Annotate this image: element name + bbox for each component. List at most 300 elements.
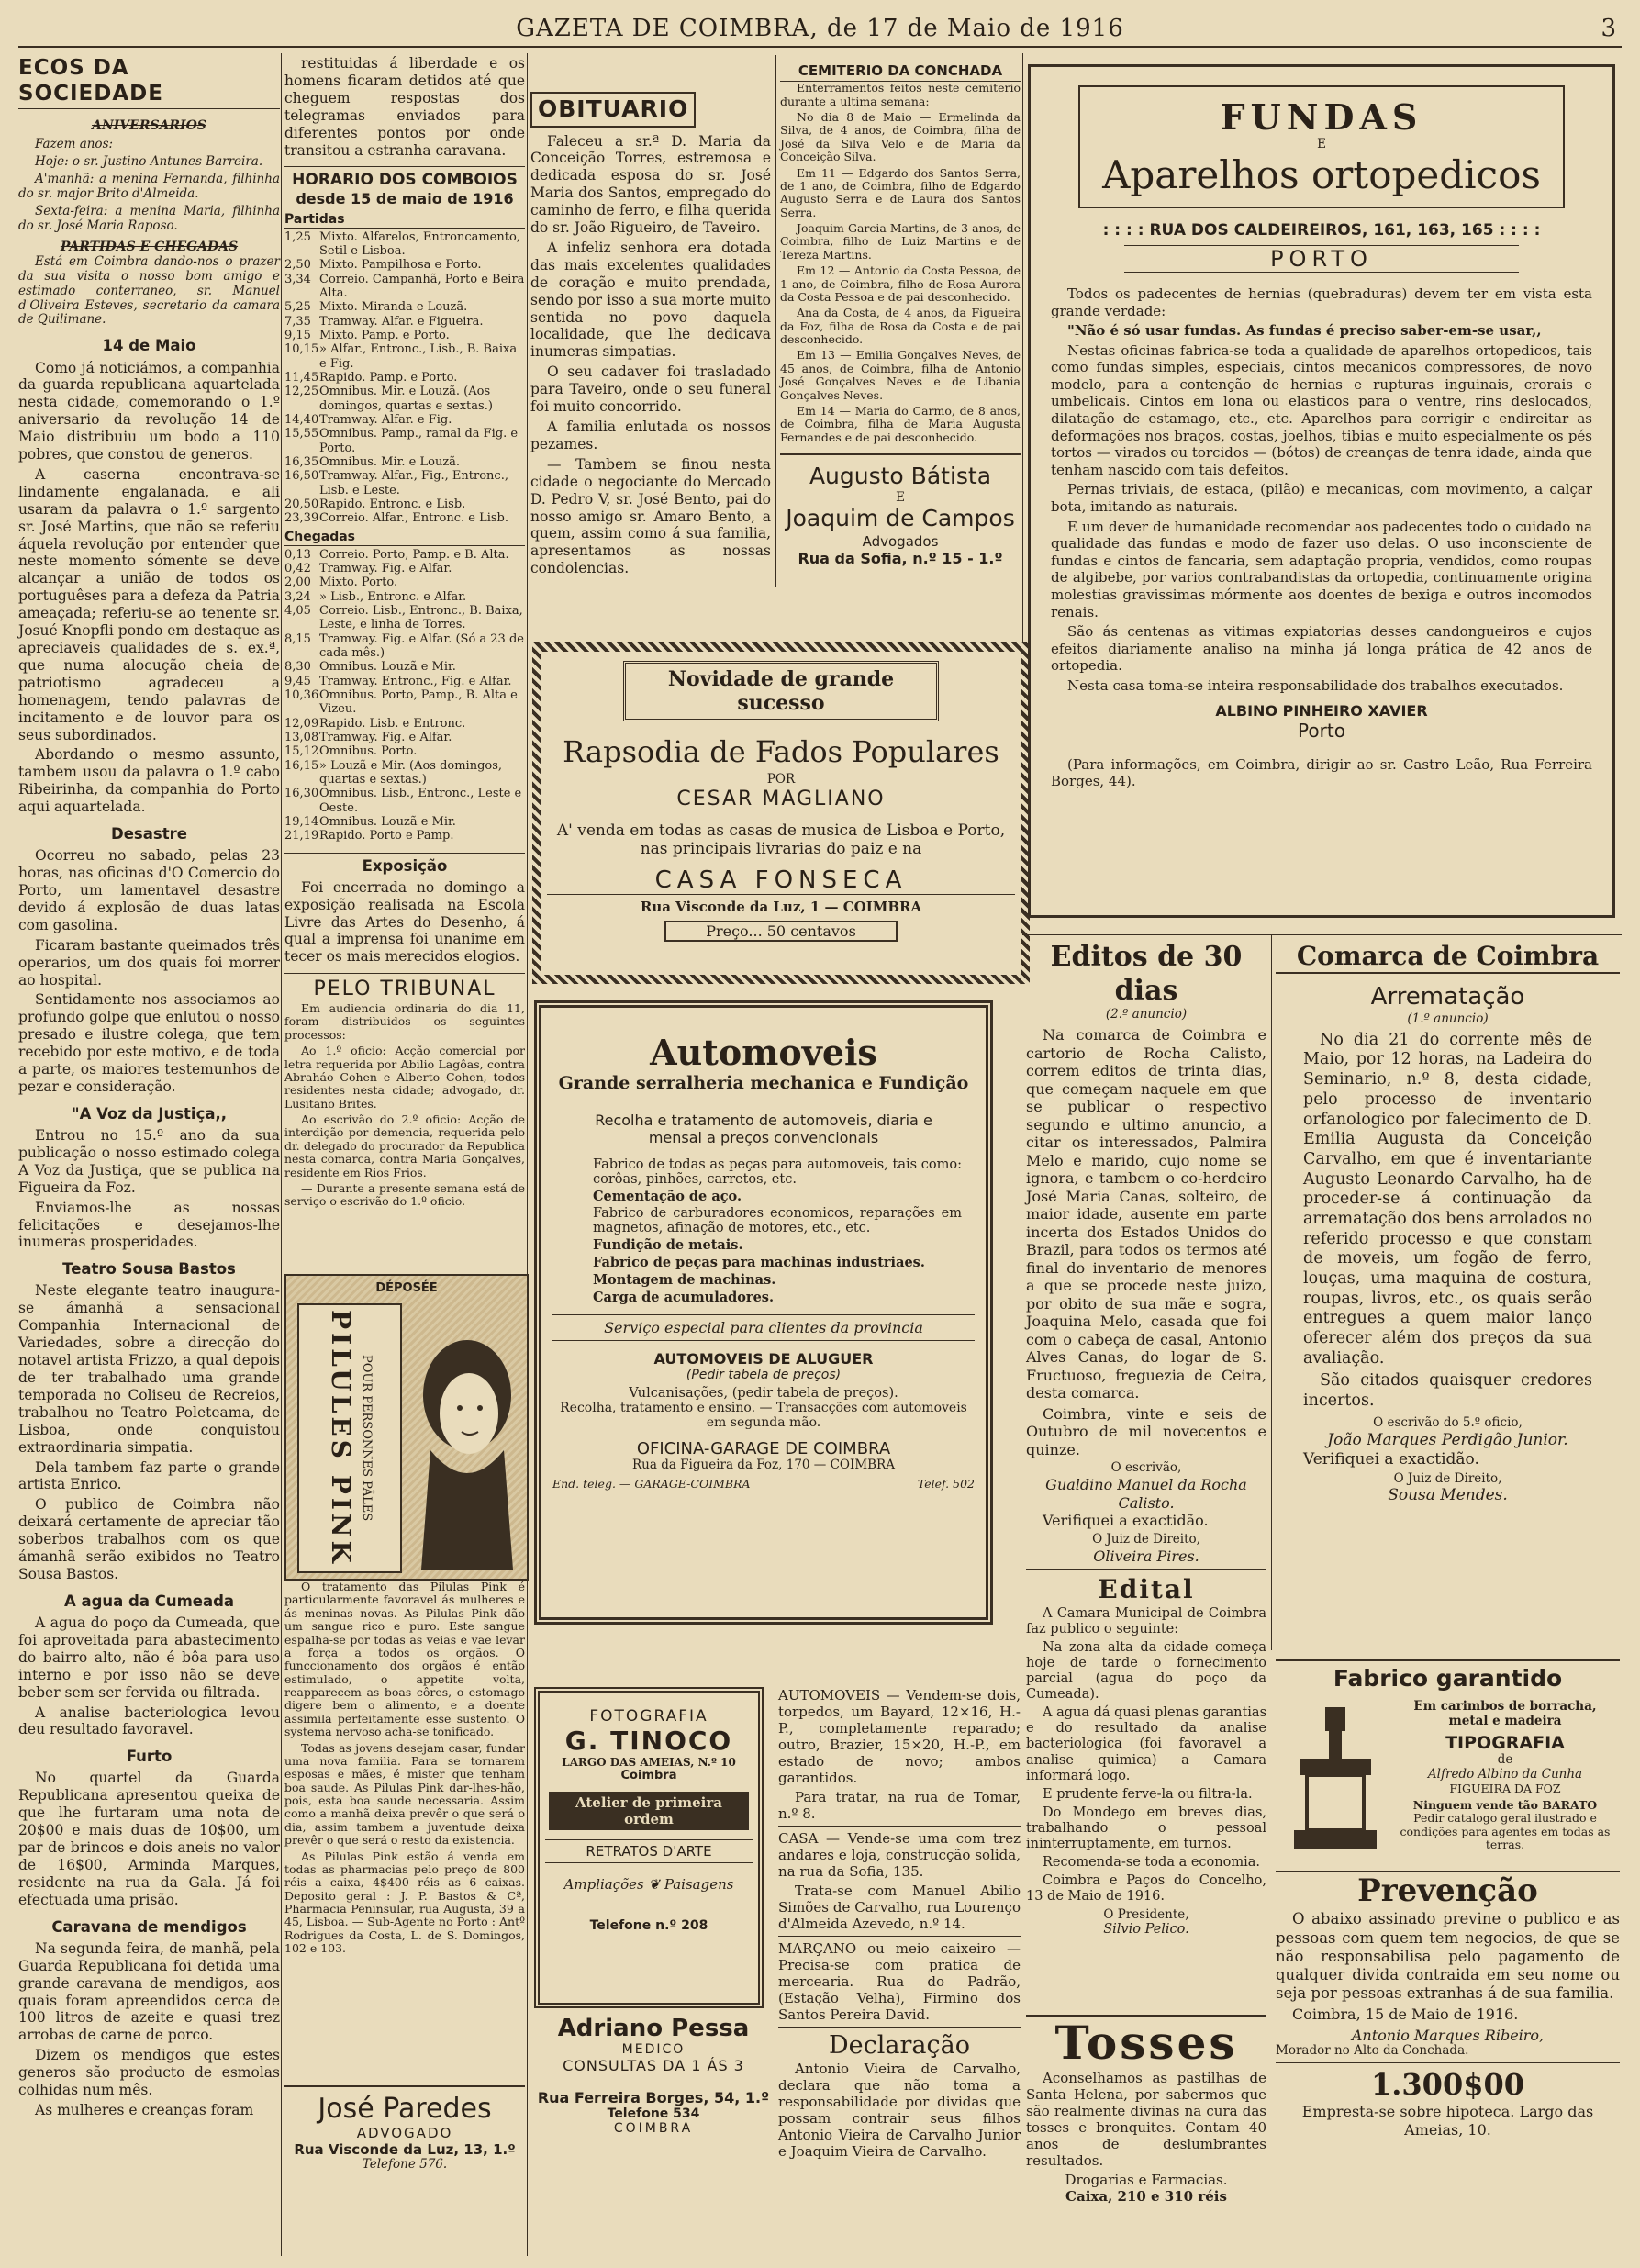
column-obituary [530,55,771,580]
warning-notice [1276,1872,1620,2139]
ad-title: FUNDAS [1220,96,1423,138]
ad-text: Pernas triviais, de estaca, (pilão) e mecanicas, com movimento, a calçar bota, imitando as naturais. [1051,481,1592,516]
ad-text: RETRATOS D'ARTE [545,1839,753,1863]
ad-text: TIPOGRAFIA [1445,1732,1565,1753]
timetable-desc: Rapido. Porto e Pamp. [319,829,454,844]
ad-title: Rapsodia de Fados Populares [563,734,999,769]
timetable-row [284,744,525,758]
tribunal-title: PELO TRIBUNAL [284,973,525,1002]
lawyer-address: Rua Visconde da Luz, 13, 1.º [294,2141,516,2158]
subsection-title: ANIVERSARIOS [92,118,206,134]
ad-text: AUTOMOVEIS DE ALUGUER [653,1350,874,1368]
timetable-desc: Mixto. Miranda e Louzã. [319,300,468,315]
timetable-row [284,413,525,427]
ad-text: "Não é só usar fundas. As fundas é preciso saber-em-se usar,, [1067,322,1542,340]
ad-contacts [552,1477,975,1491]
notice-signature: Oliveira Pires. [1093,1547,1199,1565]
section-rule [1022,934,1622,935]
article-text: Como já noticiámos, a companhia da guarda republicana aquartelada nesta cidade, comemorando o 1.º aniversario da revolução 14 de Maio distribuiu um bodo a 110 pobres, que constou de generos. [18,359,280,464]
notice-text: São citados quaisquer credores incertos. [1303,1371,1592,1410]
article-text: Em 14 — Maria do Carmo, de 8 anos, de Coimbra, filha de Maria Augusta Fernandes e de pai desconhecido. [780,403,1021,444]
article-text: Faleceu a sr.ª D. Maria da Conceição Torres, estremosa e dedicada esposa do sr. José Maria dos Santos, empregado do caminho de ferro, e filha querida do sr. João Rigueiro, de Taveiro. [530,132,771,237]
lawyer-address: Rua da Sofia, n.º 15 - 1.º [798,550,1003,568]
article-text: Entrou no 15.º ano da sua publicação o nosso estimado colega A Voz da Justiça, que se publica na Figueira da Foz. [18,1127,280,1196]
ad-text: FIGUEIRA DA FOZ [1449,1781,1561,1795]
article-text: Em 11 — Edgardo dos Santos Serra, de 1 ano, de Coimbra, filho de Edgardo Augusto Serra e de Laura dos Santos Serra. [780,165,1021,219]
column-rule [527,53,528,2256]
notice-text: Na comarca de Coimbra e cartorio de Rocha Calisto, correm editos de trinta dias, que começam naquele em que se publicar o respectivo segundo e ultimo anuncio, a citar os interessados, Palmira Melo e marido, cujo nome se ignora, e tambem o co-herdeiro José Maria Canas, solteiro, de maior idade, ausente em parte incerta dos Estados Unidos do Brazil, para todos os termos até final do inventario de menores a que se procede neste juizo, por obito de sua mãe e sogra, Joaquina Melo, casada que foi com o cabeça de casal, Antonio Alves Canas, do logar de S. Fructuoso, freguezia de Ceira, desta comarca. [1026,1026,1266,1402]
ad-phone: Telef. 502 [917,1476,975,1491]
article-text: A analise bacteriologica levou deu resultado favoravel. [18,1704,280,1738]
timetable-time: 4,05 [284,604,311,619]
timetable-desc: » Alfar., Entronc., Lisb., B. Baixa e Fig. [319,342,518,371]
ad-shop: OFICINA-GARAGE DE COIMBRA [636,1439,891,1458]
timetable-time: 11,45 [284,371,319,385]
headline: Teatro Sousa Bastos [62,1260,236,1279]
timetable-row [284,230,525,259]
timetable-row [284,787,525,815]
ad-price: Preço... 50 centavos [664,921,898,942]
timetable-desc: Omnibus. Mir. e Louzã. [319,455,461,470]
doctor-address: Rua Ferreira Borges, 54, 1.º [537,2089,770,2106]
ad-text: Recolha e tratamento de automoveis, diaria e mensal a preços convencionais [595,1112,932,1146]
ad-text: POR [766,772,796,787]
article-text: O publico de Coimbra não deixará certamente de apreciar tão soberbos trabalhos com os que ámanhã serão exibidos no Teatro Sousa Bastos. [18,1496,280,1582]
article-text: — Tambem se finou nesta cidade o negociante do Mercado D. Pedro V, sr. José Bento, pai do nosso amigo sr. Amaro Bento, a quem, assim como á sua familia, apresentamos as nossas condolencias. [530,455,771,577]
edital-body [1026,1606,1266,1938]
notice-signature-label: O Juiz de Direito, [1393,1470,1502,1486]
ad-text: As Pilulas Pink estão á venda em todas as pharmacias pelo preço de 800 réis a caixa, 4$400 réis as 6 caixas. Deposito geral : J. P. Bastos & Cª, Pharmacia Peninsular, rua Augusta, 39 a 45, Lisboa. — Sub-Agente no Porto : Antº Rodrigues da Costa, L. de S. Domingos, 102 e 103. [284,1849,525,1956]
ad-text: (Pedir tabela de preços) [686,1368,842,1382]
ad-text: Ninguem vende tão BARATO [1412,1798,1598,1813]
notice-text: Recomenda-se toda a economia. [1043,1855,1260,1871]
timetable-desc: Omnibus. Mir. e Louzã. (Aos domingos, quartas e sextas.) [319,385,493,413]
ad-text: São ás centenas as vitimas expiatorias desses candongueiros e cujos efeitos diariamente analiso na minha já longa prática de 42 anos de ortopedia. [1051,623,1592,675]
headline: Desastre [111,825,187,844]
lawyer-role: Advogados [862,532,939,550]
notice-signature-label: O escrivão do 5.º oficio, [1373,1415,1523,1431]
article-text: A familia enlutada os nossos pezames. [530,419,771,452]
newspaper-title: GAZETA DE COIMBRA, de 17 de Maio de 1916 [516,15,1124,42]
ad-subtitle: Grande serralheria mechanica e Fundição [558,1073,969,1093]
notice-text: A agua dá quasi plenas garantias e do resultado da analise bacteriologica (foi favoravel a analise quimica) a Camara informará logo. [1026,1705,1267,1783]
timetable-row [284,455,525,469]
column-timetable [284,55,525,1212]
arrivals-list [284,548,525,844]
ad-address: Rua Visconde da Luz, 1 — COIMBRA [640,898,922,915]
ad-title: Fabrico garantido [1333,1665,1563,1692]
article-text: Ana da Costa, de 4 anos, da Figueira da Foz, filha de Rosa da Costa e de pai desconhecido. [780,306,1021,347]
doctor-hours: CONSULTAS DA 1 ÁS 3 [563,2057,744,2074]
article-text: Foi encerrada no domingo a exposição realisada na Escola Livre das Artes do Desenho, á qual a imprensa foi unanime em tecer os mais merecidos elogios. [284,878,525,966]
notice-signature-label: O Presidente, [1103,1906,1189,1922]
article-text: Ao escrivão do 2.º oficio: Acção de interdição por demencia, requerida pelo dr. delegado do procurador da Republica nesta comarca, contra Maria Gonçalves, residente em Rios Frios. [284,1112,525,1179]
timetable-time: 16,30 [284,787,319,801]
timetable-desc: Mixto. Pampilhosa e Porto. [319,258,482,273]
classifieds [778,1687,1021,2162]
classified-text: Trata-se com Manuel Abilio Simões de Carvalho, rua Lourenço d'Almeida Azevedo, n.º 14. [778,1883,1021,1932]
timetable-desc: Tramway. Alfar. e Fig. [319,413,452,428]
timetable-time: 5,25 [284,300,311,315]
timetable-row [284,815,525,829]
timetable-desc: Tramway. Fig. e Alfar. [319,562,452,576]
notice-text: Coimbra e Paços do Concelho, 13 de Maio de 1916. [1026,1873,1266,1905]
ad-text: Ampliações ❦ Paisagens [563,1876,734,1893]
timetable-time: 16,35 [284,455,319,470]
ad-text: Drogarias e Farmacias. [1065,2172,1228,2188]
classified-text: MARÇANO ou meio caixeiro — Precisa-se com pratica de mercearia. Rua do Padrão, (Estação Velha), Firmino dos Santos Pereira David. [778,1940,1021,2023]
lawyer-name: José Paredes [318,2093,492,2125]
timetable-row [284,562,525,575]
article-text: Sentidamente nos associamos ao profundo golpe que enlutou o nosso presado e ilustre colega, que tem recebido por este motivo, e de toda a parte, os maiores testemunhos de pezar e consideração. [18,991,280,1095]
ad-text: Todos os padecentes de hernias (quebraduras) devem ter em vista esta grande verdade: [1051,285,1592,319]
timetable-time: 10,36 [284,688,319,703]
lawyers-ad [780,453,1021,568]
timetable-time: 3,34 [284,272,311,286]
article-text: A infeliz senhora era dotada das mais excelentes qualidades de coração e muito prendada, sendo por isso a sua morte muito sentida no povo daquela localidade, que lhe dedicava inumeras simpatias. [530,239,771,361]
timetable-row [284,759,525,788]
services-list [552,1157,975,1305]
notice-signature: Gualdino Manuel da Rocha Calisto. [1045,1476,1247,1512]
column-society [18,55,280,2122]
ad-text: Em carimbos de borracha, metal e madeira [1413,1699,1597,1728]
timetable-row [284,632,525,661]
column-rule [1271,934,1272,1650]
classified-text: AUTOMOVEIS — Vendem-se dois, torpedos, um Bayard, 12×16, H.-P., completamente reparado; outro, Brazier, 15×20, H.-P., em estado de novo; ambos garantidos. [778,1687,1021,1786]
pill-subtitle: POUR PERSONNES PÂLES [360,1355,374,1522]
service-item: Fabrico de carburadores economicos, reparações em magnetos, afinação de motores, etc., etc. [593,1206,962,1235]
timetable-time: 2,00 [284,575,311,590]
notice-signature-label: O escrivão, [1110,1460,1182,1476]
woman-portrait-illustration [403,1313,518,1570]
timetable-row [284,371,525,385]
notice-text: Coimbra, vinte e seis de Outubro de mil novecentos e quinze. [1026,1404,1266,1458]
ad-text: Pedir catalogo geral ilustrado e condições para agentes em todas as terras. [1400,1811,1611,1852]
notice-text: Do Mondego em breves dias, trabalhando o pessoal ininterruptamente, em turnos. [1026,1804,1266,1852]
article-text: A'manhã: a menina Fernanda, filhinha do sr. major Brito d'Almeida. [18,172,280,201]
timetable-time: 10,15 [284,342,319,357]
timetable-row [284,258,525,272]
section-title: ECOS DA SOCIEDADE [18,55,280,109]
timetable-time: 7,35 [284,314,311,329]
article-text: Ao 1.º oficio: Acção comercial por letra requerida por Abilio Lagôas, contra Abraháo Cohen e Alberto Cohen, todos residentes nesta cidade; advogado, dr. Lusitano Brites. [284,1044,525,1111]
timetable-time: 14,40 [284,413,319,428]
timetable-row [284,315,525,329]
doctor-role: MEDICO [621,2042,686,2057]
timetable-time: 20,50 [284,497,319,511]
ad-address: Rua da Figueira da Foz, 170 — COIMBRA [632,1458,895,1472]
ad-phone: Telefone n.º 208 [589,1918,708,1933]
ad-title: Tosses [1054,2016,1238,2070]
notice-signature: Antonio Marques Ribeiro, [1351,2026,1545,2044]
ad-address: LARGO DAS AMEIAS, N.º 10 [562,1756,736,1769]
fundas-ad [1028,64,1615,918]
edital-title: Edital [1098,1574,1195,1605]
timetable-time: 9,15 [284,329,311,343]
timetable-desc: Omnibus. Louzã e Mir. [319,660,456,675]
departures-list [284,230,525,526]
tosses-ad [1026,2015,1266,2205]
timetable-time: 0,13 [284,547,311,562]
paredes-ad [284,2085,525,2173]
ad-text: Nestas oficinas fabrica-se toda a qualidade de aparelhos ortopedicos, tais como fundas simples, especiais, cintos mecanicos compressores, de novo modelo, para a contenção de hernias e rupturas inguinais, crorais e umbelicais. Cintos em lona ou elasticos para o ventre, rins deslocados, dilatação de estamago, etc., etc. Aparelhos para corrigir e endireitar as deformações nos braços, costas, joelhos, tibias e muito especialmente os pés tortos — virados ou torcidos — (bótos) de creanças de tenra idade, ainda que tenham nascido com tais defeitos. [1051,341,1592,478]
headline: Exposição [284,853,525,876]
article-text: Em 12 — Antonio da Costa Pessoa, de 1 ano, de Coimbra, filho de Rosa Aurora da Costa Pessoa e de pai desconhecido. [780,263,1021,304]
classified-text: Antonio Vieira de Carvalho, declara que não toma a responsabilidade por dividas que possam contrair seus filhos Antonio Vieira de Carvalho Junior e Joaquim Vieira de Carvalho. [778,2061,1021,2161]
service-item: Fabrico de peças para machinas industriaes. [593,1255,925,1270]
ad-label: DÉPOSÉE [375,1281,438,1295]
notice-subtitle: (2.º anuncio) [1105,1007,1188,1022]
timetable-time: 16,15 [284,758,319,773]
ad-price: Caixa, 210 e 310 réis [1065,2188,1227,2205]
notice-text: A Camara Municipal de Coimbra faz publico o seguinte: [1026,1605,1266,1637]
ad-title: Automoveis [650,1032,877,1073]
ad-banner: Novidade de grande sucesso [623,661,939,721]
column-cemetery [780,55,1021,568]
subsection-title: PARTIDAS E CHEGADAS [60,239,239,254]
notice-text: Morador no Alto da Conchada. [1276,2043,1469,2059]
article-text: A caserna encontrava-se lindamente engalanada, e ali usaram da palavra o 1.º sargento sr. José Martins, que não se referiu áquela revolução por entender que neste momento sómente se deve alcançar a união de todos os portuguêses para a defeza da Patria ameaçada; referiu-se ao tenente sr. Josué Knopfli pondo em destaque as apreciaveis qualidades de s. ex.ª, que numa alocução cheia de patriotismo agradeceu a homenagem, tendo palavras de incitamento e de louvor para os seus subordinados. [18,465,280,743]
timetable-row [284,829,525,843]
article-text: Neste elegante teatro inaugura-se ámanhã a sensacional Companhia Internacional de Variedades, sobre a direcção do notavel artista Frizzo, a qual depois de ter trabalhado uma grande temporada no Coliseu de Recreios, trabalhou no Teatro Poleteama, de Lisboa, onde conquistou extraordinaria simpatia. [18,1282,280,1456]
declaration-title: Declaração [829,2031,970,2060]
loan-amount: 1.300$00 [1371,2067,1524,2103]
pink-pills-text [284,1581,525,1959]
stamp-ad-text [1395,1700,1615,1852]
article-text: Hoje: o sr. Justino Antunes Barreira. [35,154,263,170]
headline: A agua da Cumeada [63,1592,235,1610]
service-item: Carga de acumuladores. [593,1290,775,1305]
timetable-title: HORARIO DOS COMBOIOS [292,171,518,190]
timetable-desc: Mixto. Pamp. e Porto. [319,329,450,343]
photography-ad [534,1687,764,2008]
timetable-row [284,329,525,342]
timetable-row [284,273,525,301]
ad-text: E [1317,137,1326,151]
timetable-desc: Correio. Porto, Pamp. e B. Alta. [319,547,509,562]
timetable-desc: Tramway. Fig. e Alfar. (Só a 23 de cada mês.) [319,631,524,661]
obituary-title: OBITUARIO [530,92,696,128]
ad-shop: CASA FONSECA [547,866,1015,895]
timetable-time: 21,19 [284,829,319,844]
pill-box [297,1303,402,1573]
timetable-time: 0,42 [284,562,311,576]
article-text: A agua do poço da Cumeada, que foi aproveitada para abastecimento do bairro alto, não é bôa para uso interno e por isso não se deve beber sem ser fervida ou filtrada. [18,1614,280,1701]
classified-text: Para tratar, na rua de Tomar, n.º 8. [778,1789,1021,1822]
timetable-time: 19,14 [284,814,319,829]
timetable-desc: Rapido. Entronc. e Lisb. [319,497,466,511]
timetable-desc: Tramway. Alfar., Fig., Entronc., Lisb. e Leste. [319,469,508,497]
notice-text: Verifiquei a exactidão. [1043,1512,1209,1530]
article-text: Dizem os mendigos que estes generos são producto de esmolas colhidas num mês. [18,2047,280,2099]
ad-text: (Para informações, em Coimbra, dirigir ao sr. Castro Leão, Rua Ferreira Borges, 44). [1051,755,1592,789]
timetable-row [284,660,525,674]
ad-text: E um dever de humanidade recomendar aos padecentes todo o cuidado na qualidade das fundas e modo de fazer uso delas. O uso inconsciente de fundas e cintos de fancaria, sem adaptação propria, vendidos, como roupas de algibebe, por varios contrabandistas da ortopedia, continuamente origina molestias gravissimas mórmente aos doentes de bexiga e outros incomodos renais. [1051,518,1592,620]
lawyer-name: Augusto Bátista [809,463,992,490]
article-text: Está em Coimbra dando-nos o prazer da sua visita o nosso bom amigo e estimado conterraneo, sr. Manuel d'Oliveira Esteves, secretario da camara de Quilimane. [18,253,280,328]
timetable-desc: Omnibus. Lisb., Entronc., Leste e Oeste. [319,787,522,815]
timetable-row [284,604,525,632]
comarca-column [1276,941,1620,1505]
column-rule [281,53,282,2256]
headline: Furto [126,1748,173,1766]
notice-signature-label: O Juiz de Direito, [1092,1531,1200,1547]
timetable-desc: Omnibus. Pamp., ramal da Fig. e Porto. [319,427,519,455]
article-text: Joaquim Garcia Martins, de 3 anos, de Coimbra, filho de Luiz Martins e de Tereza Martins. [780,221,1021,262]
fados-ad [532,642,1030,984]
doctor-name: Adriano Pessa [557,2015,750,2042]
timetable-desc: Omnibus. Porto, Pamp., B. Alta e Vizeu. [319,688,518,717]
notice-text: Verifiquei a exactidão. [1303,1449,1479,1469]
masthead [18,9,1622,48]
timetable-row [284,548,525,562]
timetable-row [284,675,525,688]
service-item: Fabrico de todas as peças para automoveis, tais como: corôas, pinhões, carretos, etc. [593,1157,962,1187]
ad-text: Nesta casa toma-se inteira responsabilidade dos trabalhos executados. [1067,676,1564,694]
notice-text: O abaixo assinado previne o publico e as pessoas com quem tem negocios, de que se não responsabilisa pelo pagamento de qualquer divida contraida em seu nome ou seja por pessoas extranhas á de sua familia. [1276,1910,1620,2002]
article-text: Em 13 — Emilia Gonçalves Neves, de 45 anos, de Coimbra, filha de Antonio José Gonçalves Neves e de Libania Gonçalves Neves. [780,348,1021,402]
article-text: restituidas á liberdade e os homens ficaram detidos até que cheguem respostas dos telegramas enviados para diferentes pontos por onde transitou a estranha caravana. [284,55,525,159]
ad-banner: Atelier de primeira ordem [549,1792,749,1830]
ad-text: O tratamento das Pilulas Pink é particularmente favoravel ás mulheres e ás meninas novas. As Pilulas Pink dão um sangue rico e puro. Este sangue espalha-se por todas as veias e vae levar a força a todos os orgãos. O funccionamento dos orgãos é então estimulado, o appetite volta, reapparecem as boas côres, o estomago digere bem o alimento, e a doente assimila perfeitamente esse sustento. O systema nervoso acha-se tonificado. [284,1580,525,1739]
ad-text: Todas as jovens desejam casar, fundar uma nova familia. Para se tornarem esposas e mães, é mister que tenham boa saude. As Pilulas Pink dar-lhes-hão, pois, esta boa saude necessaria. Assim como a manhã deixa prevêr o que será o dia, assim tambem a juventude deixa prevêr o que será o resto da existencia. [284,1740,525,1848]
timetable-row [284,427,525,455]
timetable-desc: » Lisb., Entronc. e Alfar. [319,589,467,604]
notice-title: Comarca de Coimbra [1276,941,1620,974]
ad-city: Porto [1298,719,1345,742]
timetable-desc: Mixto. Alfarelos, Entroncamento, Setil e Lisboa. [319,229,520,259]
timetable-time: 12,25 [284,385,319,399]
timetable-row [284,497,525,511]
lawyer-name: Joaquim de Campos [786,505,1015,532]
ad-text: A' venda em todas as casas de musica de Lisboa e Porto, nas principais livrarias do paiz e na [556,821,1006,858]
headline: "A Voz da Justiça,, [71,1104,228,1123]
notice-subtitle: (1.º anuncio) [1407,1011,1489,1026]
timetable-desc: Correio. Alfar., Entronc. e Lisb. [319,511,508,526]
doctor-ad [534,2015,773,2136]
ad-text: Alfredo Albino da Cunha [1427,1766,1583,1782]
timetable-time: 8,30 [284,660,311,675]
column-rule [775,55,776,587]
notice-signature: Silvio Pelico. [1103,1922,1189,1938]
ad-text: Recolha, tratamento e ensino. — Transacções com automoveis em segunda mão. [560,1401,967,1430]
timetable-desc: Omnibus. Porto. [319,744,418,759]
article-text: — Durante a presente semana está de serviço o escrivão do 1.º oficio. [284,1180,525,1209]
timetable-desc: Tramway. Alfar. e Figueira. [319,314,484,329]
timetable-row [284,511,525,525]
departures-label: Partidas [284,212,525,229]
notice-signature: Sousa Mendes. [1388,1486,1508,1505]
ad-header [1078,85,1565,208]
ad-telegraph: End. teleg. — GARAGE-COIMBRA [552,1476,751,1491]
ad-text: de [1497,1751,1513,1767]
timetable-time: 15,55 [284,427,319,441]
timetable-row [284,385,525,413]
ad-text: Vulcanisações, (pedir tabela de preços). [629,1386,898,1401]
notice-text: Coimbra, 15 de Maio de 1916. [1292,2005,1519,2024]
ad-city: PORTO [1124,245,1519,273]
arrivals-label: Chegadas [284,530,525,546]
timetable-row [284,731,525,744]
notice-text: No dia 21 do corrente mês de Maio, por 12 horas, na Ladeira do Seminario, n.º 8, desta cidade, pelo processo de inventario orfanologico por falecimento de D. Emilia Augusta da Conceição Carvalho, em que é inventariante Augusto Leonardo Carvalho, ha de proceder-se á continuação da arrematação dos bens arrolados no referido processo e que constam de moveis, um fogão de ferro, louças, uma maquina de costura, roupas, livros, etc., os quais serão entregues a quem maior lanço oferecer além dos preços da sua avaliação. [1303,1030,1592,1368]
ad-signature: ALBINO PINHEIRO XAVIER [1215,701,1428,720]
article-text: Abordando o mesmo assunto, tambem usou da palavra o 1.º cabo Ribeirinha, da companhia do Porto aqui aquartelada. [18,746,280,816]
article-text: No quartel da Guarda Republicana apresentou queixa de que lhe furtaram uma nota de 20$00 e mais duas de 10$00, um par de brincos e dois aneis no valor de 16$00, Arminda Marques, residente na rua da Gala. Já foi efectuada uma prisão. [18,1770,280,1908]
page-number: 3 [1601,15,1616,42]
timetable-desc: Rapido. Pamp. e Porto. [319,371,458,385]
doctor-phone: Telefone 534 [607,2106,700,2121]
timetable-row [284,469,525,497]
stamp-press-icon [1289,1702,1380,1858]
article-text: Dela tambem faz parte o grande artista Enrico. [18,1458,280,1493]
article-text: Ficaram bastante queimados três operarios, um dos quais foi morrer ao hospital. [18,936,280,989]
timetable-time: 2,50 [284,258,311,273]
timetable-desc: Correio. Campanhã, Porto e Beira Alta. [319,272,525,301]
timetable-time: 23,39 [284,511,319,526]
timetable-row [284,717,525,731]
cemetery-title: CEMITERIO DA CONCHADA [780,62,1021,82]
lawyer-role: ADVOGADO [356,2125,453,2141]
notice-text: Na zona alta da cidade começa hoje de tarde o fornecimento parcial (agua do poço da Cumeada). [1026,1639,1266,1703]
article-text: Fazem anos: [35,137,114,152]
timetable-desc: Rapido. Lisb. e Entronc. [319,716,466,731]
timetable-row [284,300,525,314]
article-text: Sexta-feira: a menina Maria, filhinha do sr. José Maria Raposo. [18,203,280,233]
timetable-time: 8,15 [284,631,311,646]
ad-city: Coimbra [620,1769,677,1782]
headline: 14 de Maio [102,337,196,355]
article-text: No dia 8 de Maio — Ermelinda da Silva, de 4 anos, de Coimbra, filha de José da Silva Velo e de Maria da Conceição Silva. [780,110,1021,164]
article-text: As mulheres e creanças foram [35,2102,254,2119]
article-text: Enviamos-lhe as nossas felicitações e desejamos-lhe inumeras prosperidades. [18,1199,280,1251]
pill-brand: PILULES PINK [325,1310,356,1567]
classified-text: CASA — Vende-se uma com trez andares e loja, construcção solida, na rua da Sofia, 135. [778,1830,1021,1880]
timetable-desc: Omnibus. Louzã e Mir. [319,814,456,829]
article-text: O seu cadaver foi trasladado para Taveiro, onde o seu funeral foi muito concorrido. [530,363,771,416]
article-text: Ocorreu no sabado, pelas 23 horas, nas oficinas d'O Comercio do Porto, um lamentavel desastre devido á explosão de duas latas com gasolina. [18,847,280,933]
timetable-desc: Correio. Lisb., Entronc., B. Baixa, Leste, e linha de Torres. [319,604,523,632]
timetable-desc: » Louzã e Mir. (Aos domingos, quartas e sextas.) [319,758,503,787]
pink-pills-ad [284,1274,529,1581]
ad-body [1051,285,1592,695]
timetable-time: 1,25 [284,229,311,244]
notice-text: E prudente ferve-la ou filtra-la. [1043,1786,1253,1802]
service-item: Montagem de machinas. [593,1272,776,1288]
timetable-time: 12,09 [284,716,319,731]
doctor-city: COIMBRA [613,2121,694,2136]
notice-subtitle: Arrematação [1370,983,1525,1011]
timetable-desc: Tramway. Entronc., Fig. e Alfar. [319,674,512,688]
automoveis-ad [534,1000,993,1625]
ad-text: E [896,489,905,505]
timetable-time: 13,08 [284,731,319,744]
article-text: Na segunda feira, de manhã, pela Guarda Republicana foi detida uma grande caravana de mendigos, aos quais foram apreendidos cerca de 100 litros de azeite e quasi trez arrobas de carne de porco. [18,1939,280,2044]
service-item: Fundição de metais. [593,1237,743,1253]
article-text: Enterramentos feitos neste cemiterio durante a ultima semana: [780,81,1021,108]
ad-subtitle: Aparelhos ortopedicos [1102,151,1541,197]
ad-text: Aconselhamos as pastilhas de Santa Helena, por sabermos que são realmente divinas na cura das tosses e bronquites. Contam 40 anos de deslumbrantes resultados. [1026,2070,1266,2169]
ad-label: FOTOGRAFIA [589,1707,708,1726]
timetable-time: 15,12 [284,744,319,759]
timetable-row [284,590,525,604]
timetable-time: 9,45 [284,674,311,688]
notice-title: Editos de 30 dias [1050,941,1243,1007]
timetable-desc: Tramway. Fig. e Alfar. [319,731,452,744]
notice-title: Prevenção [1357,1872,1538,1909]
notice-signature: João Marques Perdigão Junior. [1327,1431,1568,1450]
stamp-ad [1276,1659,1620,1872]
article-text: Em audiencia ordinaria do dia 11, foram distribuidos os seguintes processos: [284,1001,525,1042]
